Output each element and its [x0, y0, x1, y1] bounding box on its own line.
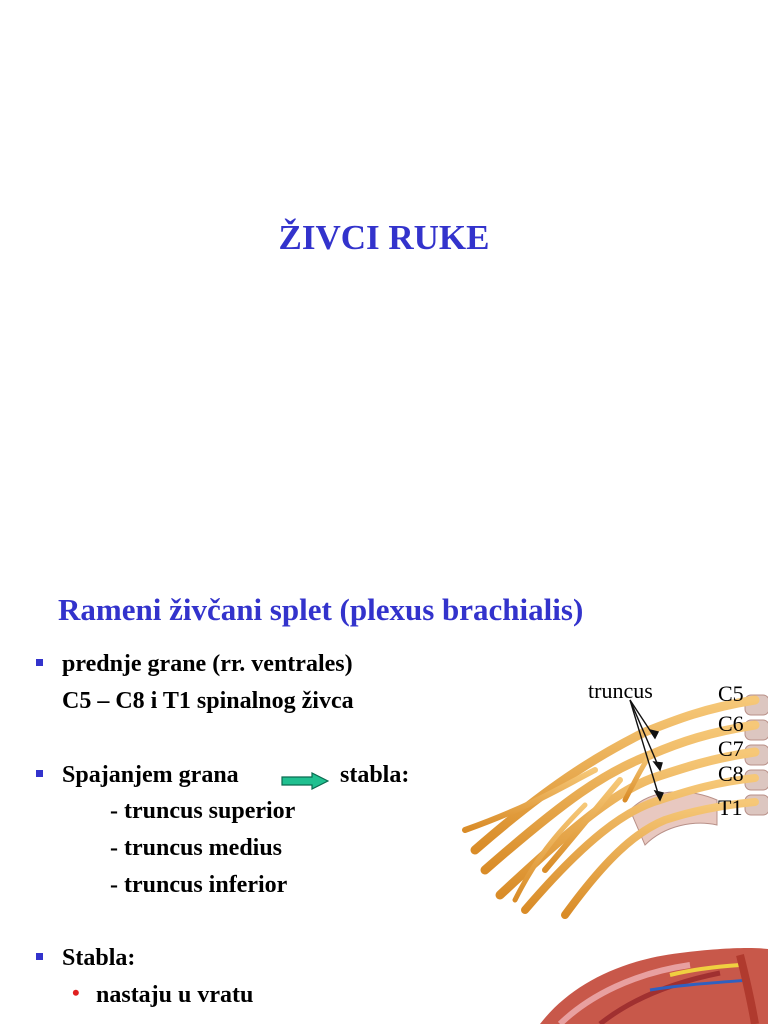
trunk-medius: - truncus medius	[110, 835, 283, 861]
bullet-1-line-1: prednje grane (rr. ventrales)	[62, 651, 353, 677]
level-label-c7: C7	[718, 736, 744, 761]
anatomy-illustration	[540, 945, 768, 1024]
bullet-marker	[36, 770, 43, 777]
bullet-3-sub-1: nastaju u vratu	[96, 982, 254, 1008]
right-arrow-icon	[281, 772, 329, 790]
level-label-c8: C8	[718, 761, 744, 786]
level-label-t1: T1	[718, 795, 743, 820]
truncus-label: truncus	[588, 678, 653, 703]
bullet-marker	[36, 659, 43, 666]
bullet-1-line-2: C5 – C8 i T1 spinalnog živca	[62, 688, 354, 714]
sub-bullet-marker: •	[72, 980, 80, 1005]
trunk-inferior: - truncus inferior	[110, 872, 288, 898]
level-label-c6: C6	[718, 711, 744, 736]
section-heading: Rameni živčani splet (plexus brachialis)	[58, 592, 584, 627]
bullet-2-right: stabla:	[340, 762, 410, 788]
bullet-2-left: Spajanjem grana	[62, 762, 239, 788]
slide-title: ŽIVCI RUKE	[278, 218, 490, 257]
bullet-3: Stabla:	[62, 945, 136, 971]
level-label-c5: C5	[718, 681, 744, 706]
trunk-superior: - truncus superior	[110, 798, 296, 824]
bullet-marker	[36, 953, 43, 960]
